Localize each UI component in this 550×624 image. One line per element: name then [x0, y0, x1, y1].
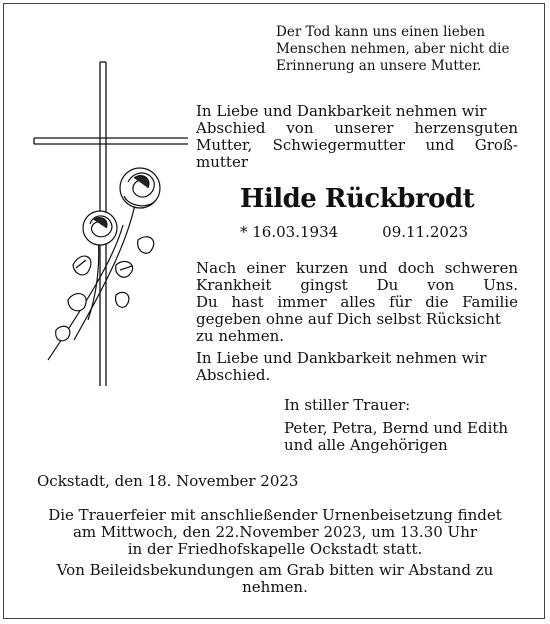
word: gingst	[300, 276, 348, 294]
quote-line: Der Tod kann uns einen lieben	[276, 24, 486, 40]
intro-line	[196, 137, 518, 154]
word: Schwiegermutter	[272, 136, 406, 154]
intro-line: In Liebe und Dankbarkeit nehmen wir	[196, 102, 487, 120]
word: alles	[340, 293, 376, 311]
word: Mutter,	[196, 136, 253, 154]
word: Uns.	[483, 276, 518, 294]
word: Du	[376, 276, 399, 294]
death-date: 09.11.2023	[382, 223, 469, 241]
cross-with-roses-icon	[28, 60, 188, 390]
funeral-info-line: Von Beileidsbekundungen am Grab bitten wir Abstand zu	[56, 561, 494, 579]
funeral-info-line: in der Friedhofskapelle Ockstadt statt.	[127, 540, 423, 558]
mourners-line: Peter, Petra, Bernd und Edith	[284, 419, 509, 437]
quote-line: Erinnerung an unsere Mutter.	[276, 58, 482, 74]
word: doch	[397, 259, 435, 277]
word: unserer	[334, 119, 394, 137]
word: Familie	[462, 293, 518, 311]
intro-line: mutter	[196, 153, 248, 171]
funeral-info-line: am Mittwoch, den 22.November 2023, um 13.30 Uhr	[72, 523, 478, 541]
deceased-name: Hilde Rückbrodt	[239, 184, 475, 214]
word: hast	[231, 293, 264, 311]
message-line	[196, 260, 518, 277]
mourners-heading: In stiller Trauer:	[284, 396, 411, 414]
word: Abschied	[196, 119, 266, 137]
word: einer	[246, 259, 286, 277]
place-date: Ockstadt, den 18. November 2023	[37, 472, 299, 490]
word: schweren	[444, 259, 518, 277]
word: von	[286, 119, 314, 137]
funeral-info-line: nehmen.	[242, 578, 308, 596]
word: die	[425, 293, 449, 311]
word: immer	[277, 293, 327, 311]
message-line: Abschied.	[196, 366, 271, 384]
message-text	[196, 260, 518, 384]
word: und	[425, 136, 455, 154]
roses-illustration	[48, 168, 160, 360]
word: Krankheit	[196, 276, 272, 294]
mourners-block	[284, 397, 524, 454]
word: Nach	[196, 259, 237, 277]
funeral-info	[10, 507, 540, 596]
message-line: zu nehmen.	[196, 327, 285, 345]
funeral-info-line: Die Trauerfeier mit anschließender Urnenbeisetzung findet	[48, 506, 502, 524]
message-line: In Liebe und Dankbarkeit nehmen wir	[196, 349, 487, 367]
word: kurzen	[296, 259, 349, 277]
word: von	[427, 276, 455, 294]
life-dates	[240, 223, 468, 241]
intro-text	[196, 103, 518, 171]
word: herzensguten	[414, 119, 518, 137]
message-line	[196, 277, 518, 294]
quote-line: Menschen nehmen, aber nicht die	[276, 41, 510, 57]
message-line: gegeben ohne auf Dich selbst Rücksicht	[196, 310, 501, 328]
word: für	[389, 293, 412, 311]
birth-date: * 16.03.1934	[240, 223, 339, 241]
word: und	[358, 259, 388, 277]
intro-line	[196, 120, 518, 137]
word: Du	[196, 293, 218, 311]
mourners-line: und alle Angehörigen	[284, 436, 448, 454]
message-line	[196, 294, 518, 311]
memorial-quote	[276, 24, 526, 75]
word: Groß-	[474, 136, 518, 154]
